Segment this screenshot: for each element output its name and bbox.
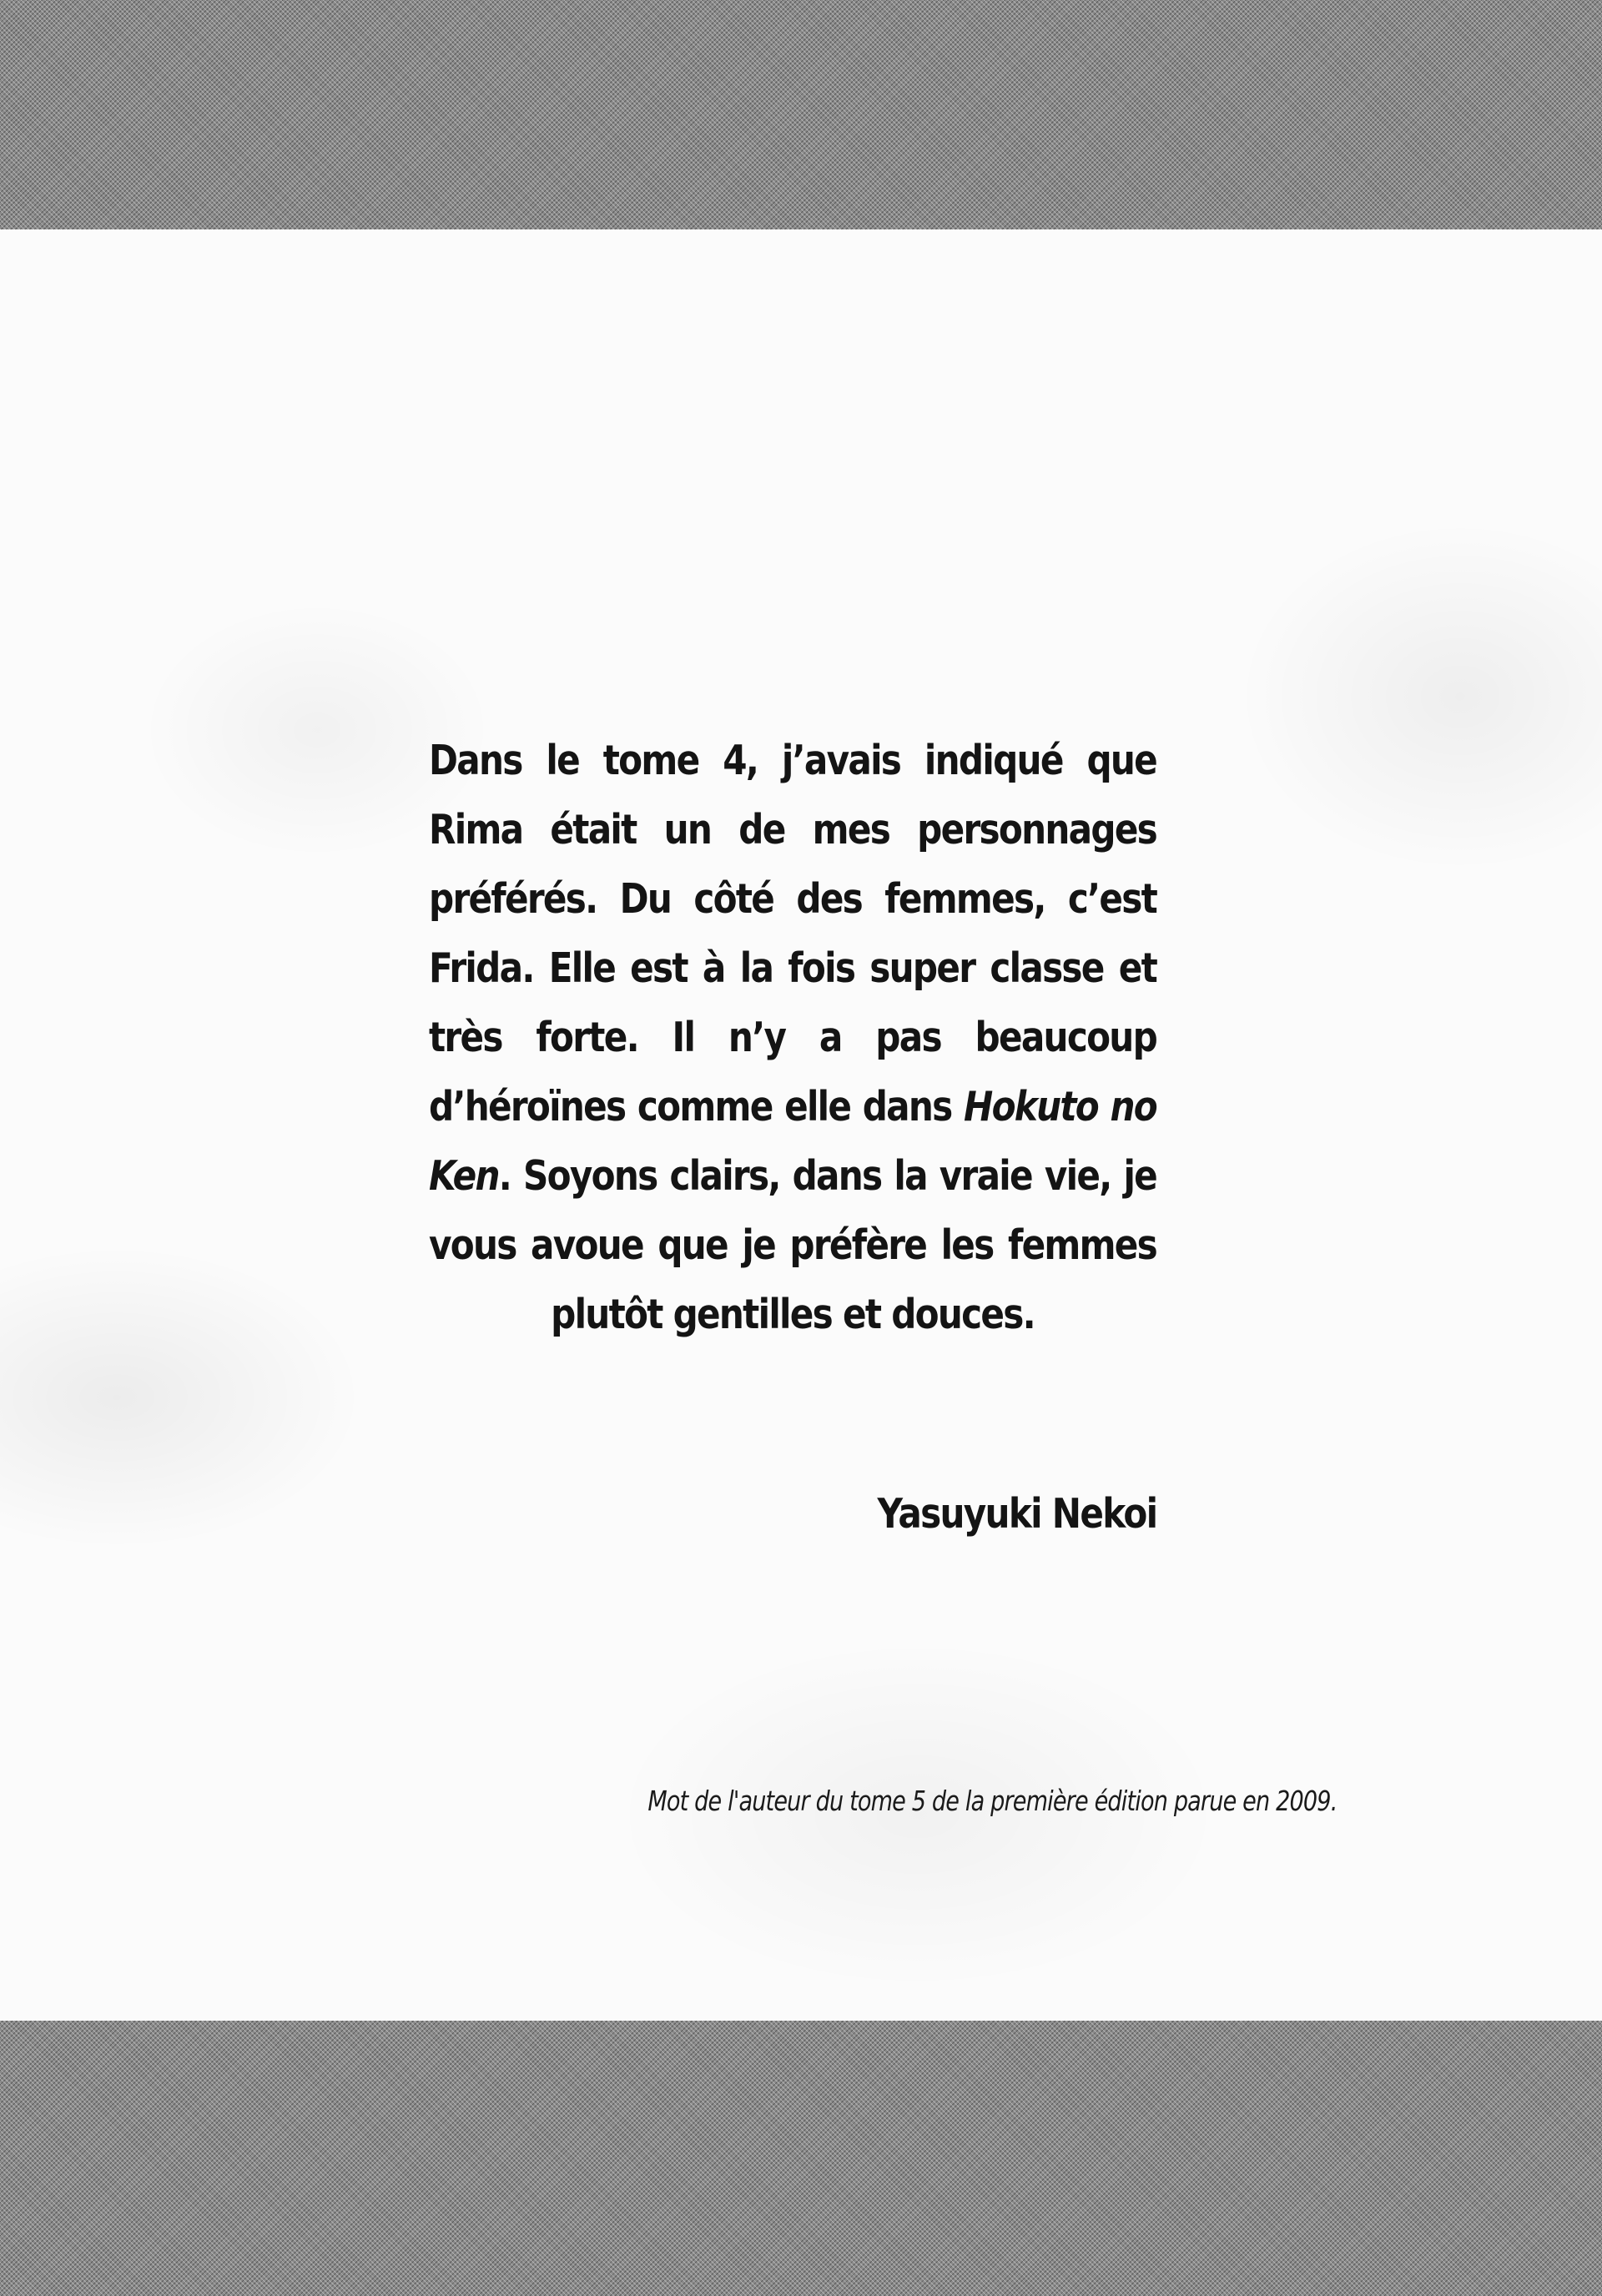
message-text-part-2: . Soyons clairs, dans la vraie vie, je vous avoue que je préfère les femmes plutôt gentilles et douces. xyxy=(429,1152,1157,1338)
bottom-halftone-band xyxy=(0,2021,1602,2296)
edition-footnote: Mot de l'auteur du tome 5 de la première édition parue en 2009. xyxy=(647,1785,1337,1817)
top-halftone-band xyxy=(0,0,1602,229)
author-signature: Yasuyuki Nekoi xyxy=(877,1490,1156,1538)
message-text-part-1: Dans le tome 4, j’avais indiqué que Rima était un de mes personnages préférés. Du côté des femmes, c’est Frida. Elle est à la fois super classe et très forte. Il n’y a pas beaucoup d’héroïnes comme elle dans xyxy=(429,737,1157,1130)
manga-title: Hokuto no Ken xyxy=(429,1083,1157,1200)
author-message xyxy=(429,726,1156,1349)
